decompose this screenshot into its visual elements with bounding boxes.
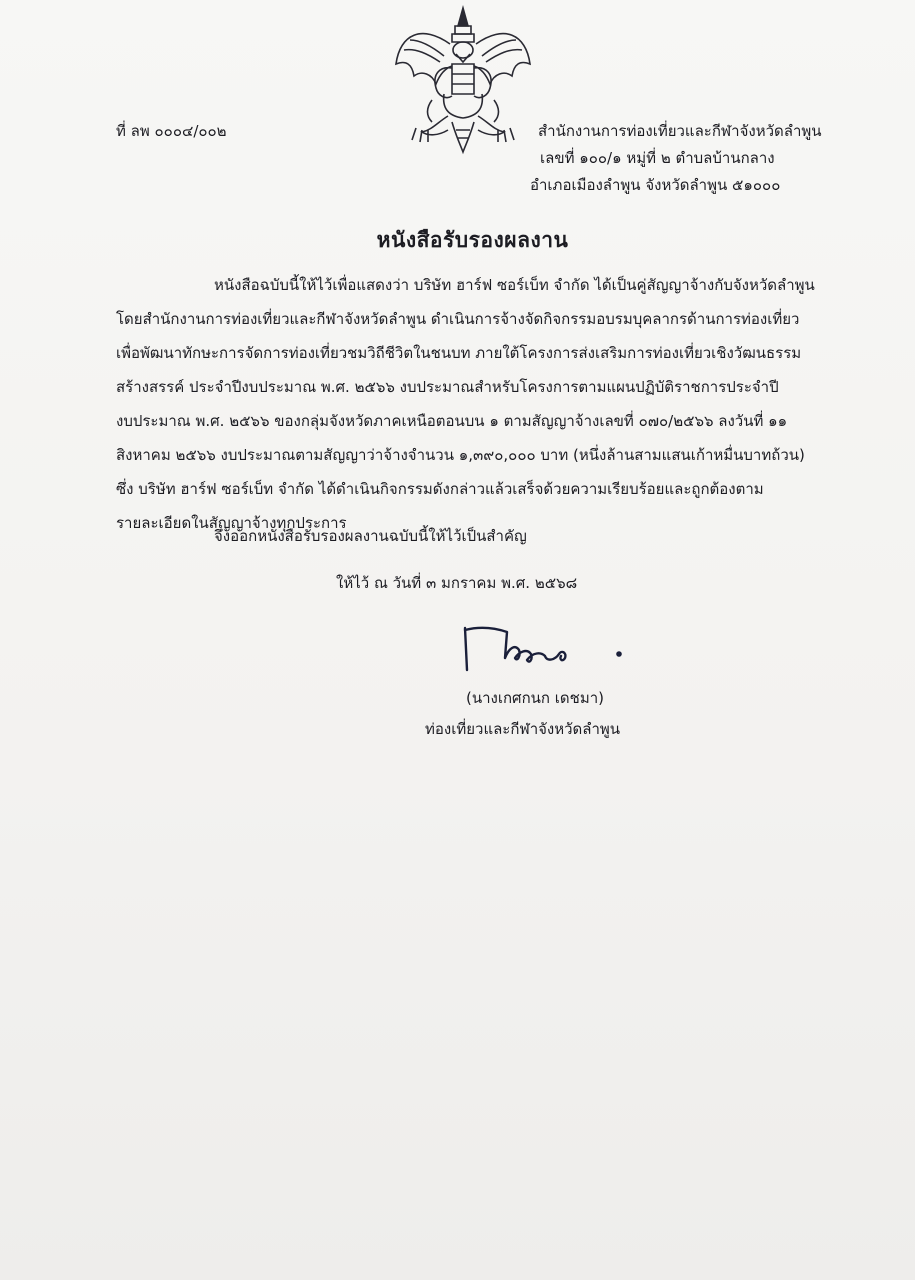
body-line: เพื่อพัฒนาทักษะการจัดการท่องเที่ยวชมวิถีชีวิตในชนบท ภายใต้โครงการส่งเสริมการท่องเที่ยวเชิงวัฒนธรรม — [116, 344, 802, 362]
signer-name: (นางเกศกนก เดชมา) — [466, 689, 604, 707]
body-line: โดยสำนักงานการท่องเที่ยวและกีฬาจังหวัดลำพูน ดำเนินการจ้างจัดกิจกรรมอบรมบุคลากรด้านการท่องเที่ยว — [116, 310, 800, 328]
body-line: งบประมาณ พ.ศ. ๒๕๖๖ ของกลุ่มจังหวัดภาคเหนือตอนบน ๑ ตามสัญญาจ้างเลขที่ ๐๗๐/๒๕๖๖ ลงวันที่ ๑๑ — [116, 412, 788, 430]
body-line: สิงหาคม ๒๕๖๖ งบประมาณตามสัญญาว่าจ้างจำนวน ๑,๓๙๐,๐๐๐ บาท (หนึ่งล้านสามแสนเก้าหมื่นบาทถ้วน) — [116, 446, 805, 464]
signature-icon — [455, 618, 635, 678]
closing-statement: จึงออกหนังสือรับรองผลงานฉบับนี้ให้ไว้เป็นสำคัญ — [214, 527, 527, 545]
address-line-3: อำเภอเมืองลำพูน จังหวัดลำพูน ๕๑๐๐๐ — [530, 176, 781, 194]
garuda-emblem-icon — [392, 4, 534, 156]
signer-position: ท่องเที่ยวและกีฬาจังหวัดลำพูน — [425, 720, 621, 738]
body-line: หนังสือฉบับนี้ให้ไว้เพื่อแสดงว่า บริษัท ฮาร์ฟ ซอร์เบ็ท จำกัด ได้เป็นคู่สัญญาจ้างกับจังหวัดลำพูน — [214, 276, 815, 294]
issue-date: ให้ไว้ ณ วันที่ ๓ มกราคม พ.ศ. ๒๕๖๘ — [336, 574, 578, 592]
document-title: หนังสือรับรองผลงาน — [376, 228, 569, 252]
reference-number: ที่ ลพ ๐๐๐๔/๐๐๒ — [116, 122, 227, 140]
address-line-1: สำนักงานการท่องเที่ยวและกีฬาจังหวัดลำพูน — [538, 122, 822, 140]
body-line: ซึ่ง บริษัท ฮาร์ฟ ซอร์เบ็ท จำกัด ได้ดำเนินกิจกรรมดังกล่าวแล้วเสร็จด้วยความเรียบร้อยและถูกต้องตาม — [116, 480, 764, 498]
body-line: สร้างสรรค์ ประจำปีงบประมาณ พ.ศ. ๒๕๖๖ งบประมาณสำหรับโครงการตามแผนปฏิบัติราชการประจำปี — [116, 378, 779, 396]
body-line: รายละเอียดในสัญญาจ้างทุกประการ — [116, 514, 347, 532]
address-line-2: เลขที่ ๑๐๐/๑ หมู่ที่ ๒ ตำบลบ้านกลาง — [540, 149, 775, 167]
